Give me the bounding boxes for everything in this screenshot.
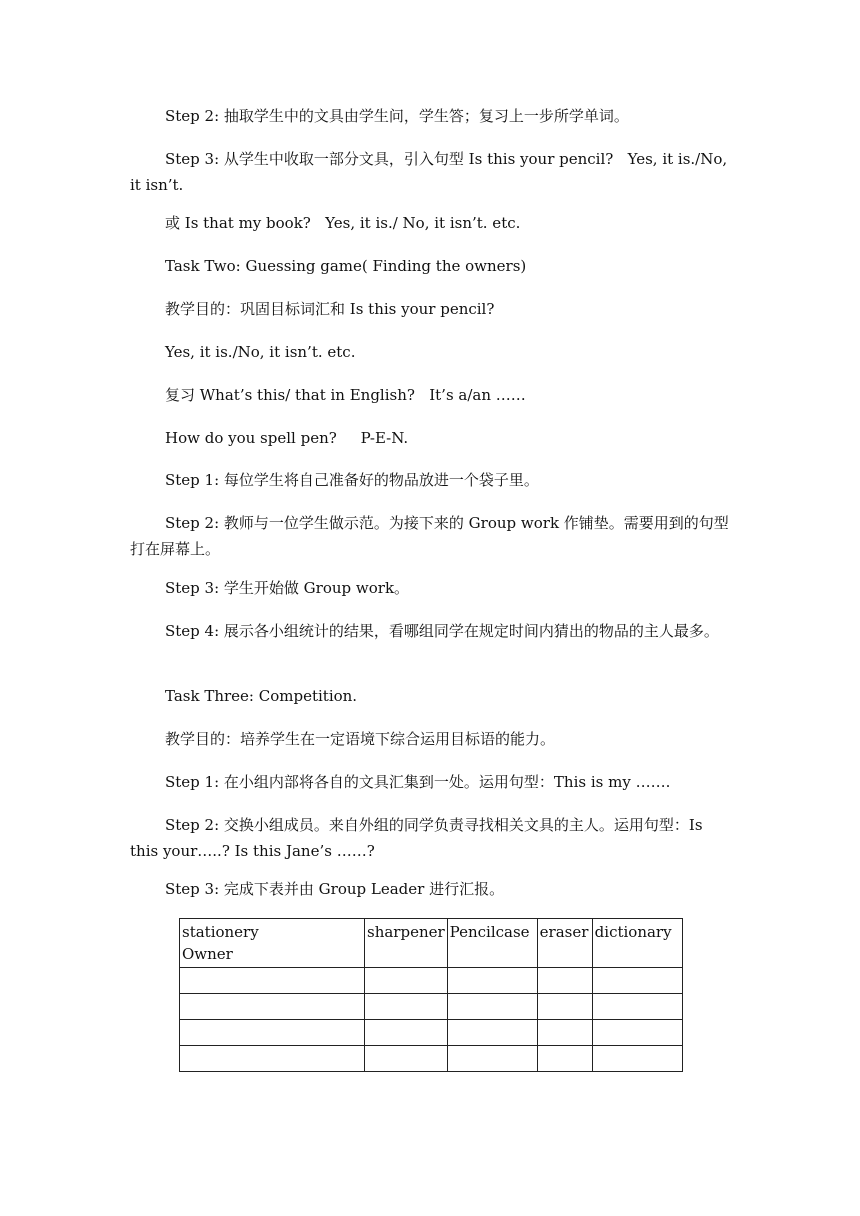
table-cell [180, 1020, 365, 1046]
paragraph: Step 2: 抽取学生中的文具由学生问，学生答；复习上一步所学单词。 [165, 107, 629, 125]
table-row [180, 1020, 683, 1046]
paragraph: Task Three: Competition. [165, 687, 358, 705]
paragraph: 或 Is that my book? Yes, it is./ No, it isn’t. etc. [165, 214, 521, 232]
table-row [180, 994, 683, 1020]
table-cell [447, 1020, 537, 1046]
header-owner-label: Owner [182, 945, 233, 963]
table-header-cell: sharpener [365, 919, 448, 968]
paragraph: Yes, it is./No, it isn’t. etc. [165, 343, 356, 361]
table-cell [592, 994, 682, 1020]
table-cell [592, 968, 682, 994]
table-cell [592, 1046, 682, 1072]
table-header-cell: Pencilcase [447, 919, 537, 968]
table-cell [537, 968, 592, 994]
paragraph: Step 2: 教师与一位学生做示范。为接下来的 Group work 作铺垫。需要用到的句型打在屏幕上。 [130, 514, 729, 558]
table-cell [365, 1046, 448, 1072]
paragraph: 教学目的：培养学生在一定语境下综合运用目标语的能力。 [165, 730, 556, 748]
table-cell [537, 1046, 592, 1072]
paragraph: How do you spell pen? P-E-N. [165, 429, 409, 447]
paragraph: 复习 What’s this/ that in English? It’s a/an …… [165, 386, 526, 404]
table-cell [180, 994, 365, 1020]
table-cell [537, 1020, 592, 1046]
table-cell [537, 994, 592, 1020]
paragraph: 教学目的：巩固目标词汇和 Is this your pencil? [165, 300, 495, 318]
table-header-cell [180, 919, 365, 968]
table-cell [365, 968, 448, 994]
table-header-cell: eraser [537, 919, 592, 968]
table-cell [180, 968, 365, 994]
stationery-owner-table [179, 918, 683, 1072]
table-cell [447, 994, 537, 1020]
paragraph: Step 1: 每位学生将自己准备好的物品放进一个袋子里。 [165, 471, 539, 489]
paragraph: Step 4: 展示各小组统计的结果，看哪组同学在规定时间内猜出的物品的主人最多。 [165, 622, 719, 640]
paragraph: Step 3: 学生开始做 Group work。 [165, 579, 410, 597]
table-cell [447, 968, 537, 994]
table-cell [592, 1020, 682, 1046]
paragraph: Step 1: 在小组内部将各自的文具汇集到一处。运用句型：This is my ……. [165, 773, 671, 791]
table-header-cell: dictionary [592, 919, 682, 968]
header-stationery-label: stationery [182, 923, 259, 941]
table-row [180, 1046, 683, 1072]
paragraph: Step 3: 从学生中收取一部分文具，引入句型 Is this your pencil? Yes, it is./No, it isn’t. [130, 150, 732, 194]
paragraph: Step 2: 交换小组成员。来自外组的同学负责寻找相关文具的主人。运用句型：Is this your…..? Is this Jane’s ……? [130, 816, 708, 860]
table-cell [447, 1046, 537, 1072]
table-cell [365, 994, 448, 1020]
table-row [180, 968, 683, 994]
table-cell [180, 1046, 365, 1072]
table-cell [365, 1020, 448, 1046]
table-header-row [180, 919, 683, 968]
paragraph: Step 3: 完成下表并由 Group Leader 进行汇报。 [165, 880, 505, 898]
paragraph: Task Two: Guessing game( Finding the owners) [165, 257, 527, 275]
